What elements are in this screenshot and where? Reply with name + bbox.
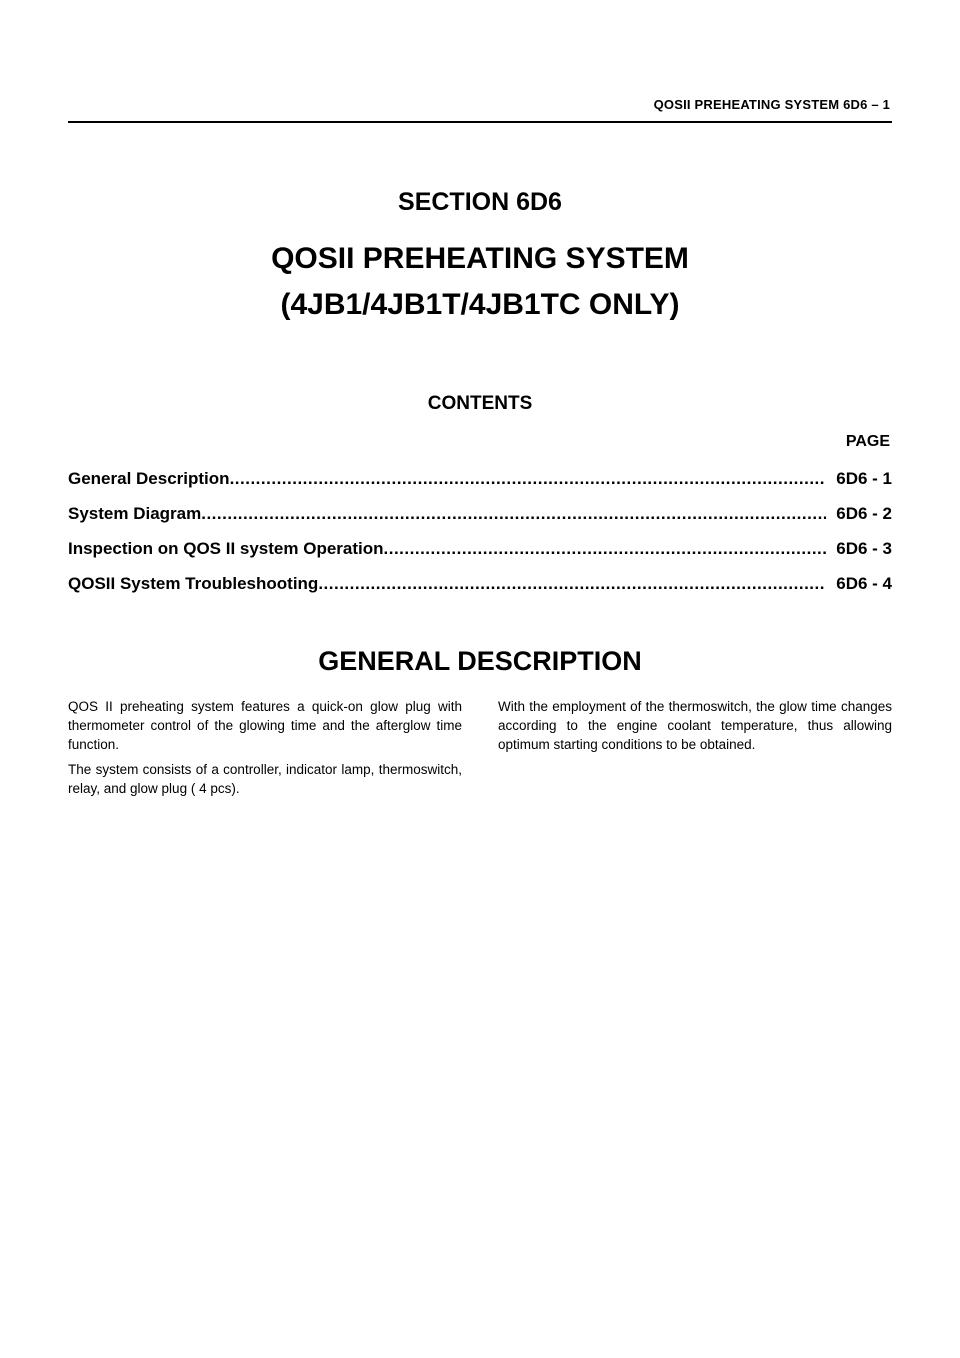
toc-entry-title: General Description xyxy=(68,469,230,488)
running-header xyxy=(68,97,892,123)
running-title: QOSII PREHEATING SYSTEM 6D6 – 1 xyxy=(653,97,890,112)
general-description-heading: GENERAL DESCRIPTION xyxy=(318,646,642,676)
description-paragraph: QOS II preheating system features a quick-on glow plug with thermometer control of the glowing time and the afterglow time function. xyxy=(68,699,462,752)
toc-leader-dots xyxy=(201,504,826,524)
toc-entry-system-diagram[interactable] xyxy=(68,504,892,539)
description-paragraph: With the employment of the thermoswitch, the glow time changes according to the engine coolant temperature, thus allowing optimum starting conditions to be obtained. xyxy=(498,699,892,752)
section-title: SECTION 6D6 xyxy=(398,188,562,216)
toc-entry-general-description[interactable] xyxy=(68,469,892,504)
toc-entry-title: System Diagram xyxy=(68,504,202,523)
description-right-column xyxy=(498,697,892,760)
toc-entry-inspection[interactable] xyxy=(68,539,892,574)
system-title-line1: QOSII PREHEATING SYSTEM xyxy=(271,242,689,275)
toc-entry-page: 6D6 - 2 xyxy=(836,504,892,523)
toc-entry-page: 6D6 - 1 xyxy=(836,469,892,488)
system-title xyxy=(0,236,960,328)
toc-leader-dots xyxy=(230,469,827,489)
description-left-column xyxy=(68,697,462,804)
system-title-line2: (4JB1/4JB1T/4JB1TC ONLY) xyxy=(280,288,680,321)
toc-entry-page: 6D6 - 4 xyxy=(836,574,892,593)
toc-leader-dots xyxy=(318,574,826,594)
page-column-label: PAGE xyxy=(845,433,890,450)
description-paragraph: The system consists of a controller, indicator lamp, thermoswitch, relay, and glow plug ( 4 pcs). xyxy=(68,762,462,796)
toc-entry-troubleshooting[interactable] xyxy=(68,574,892,609)
toc-leader-dots xyxy=(384,539,827,559)
table-of-contents xyxy=(68,469,892,609)
contents-heading: CONTENTS xyxy=(427,393,533,414)
toc-entry-page: 6D6 - 3 xyxy=(836,539,892,558)
toc-entry-title: Inspection on QOS II system Operation xyxy=(68,539,384,558)
toc-entry-title: QOSII System Troubleshooting xyxy=(68,574,319,593)
